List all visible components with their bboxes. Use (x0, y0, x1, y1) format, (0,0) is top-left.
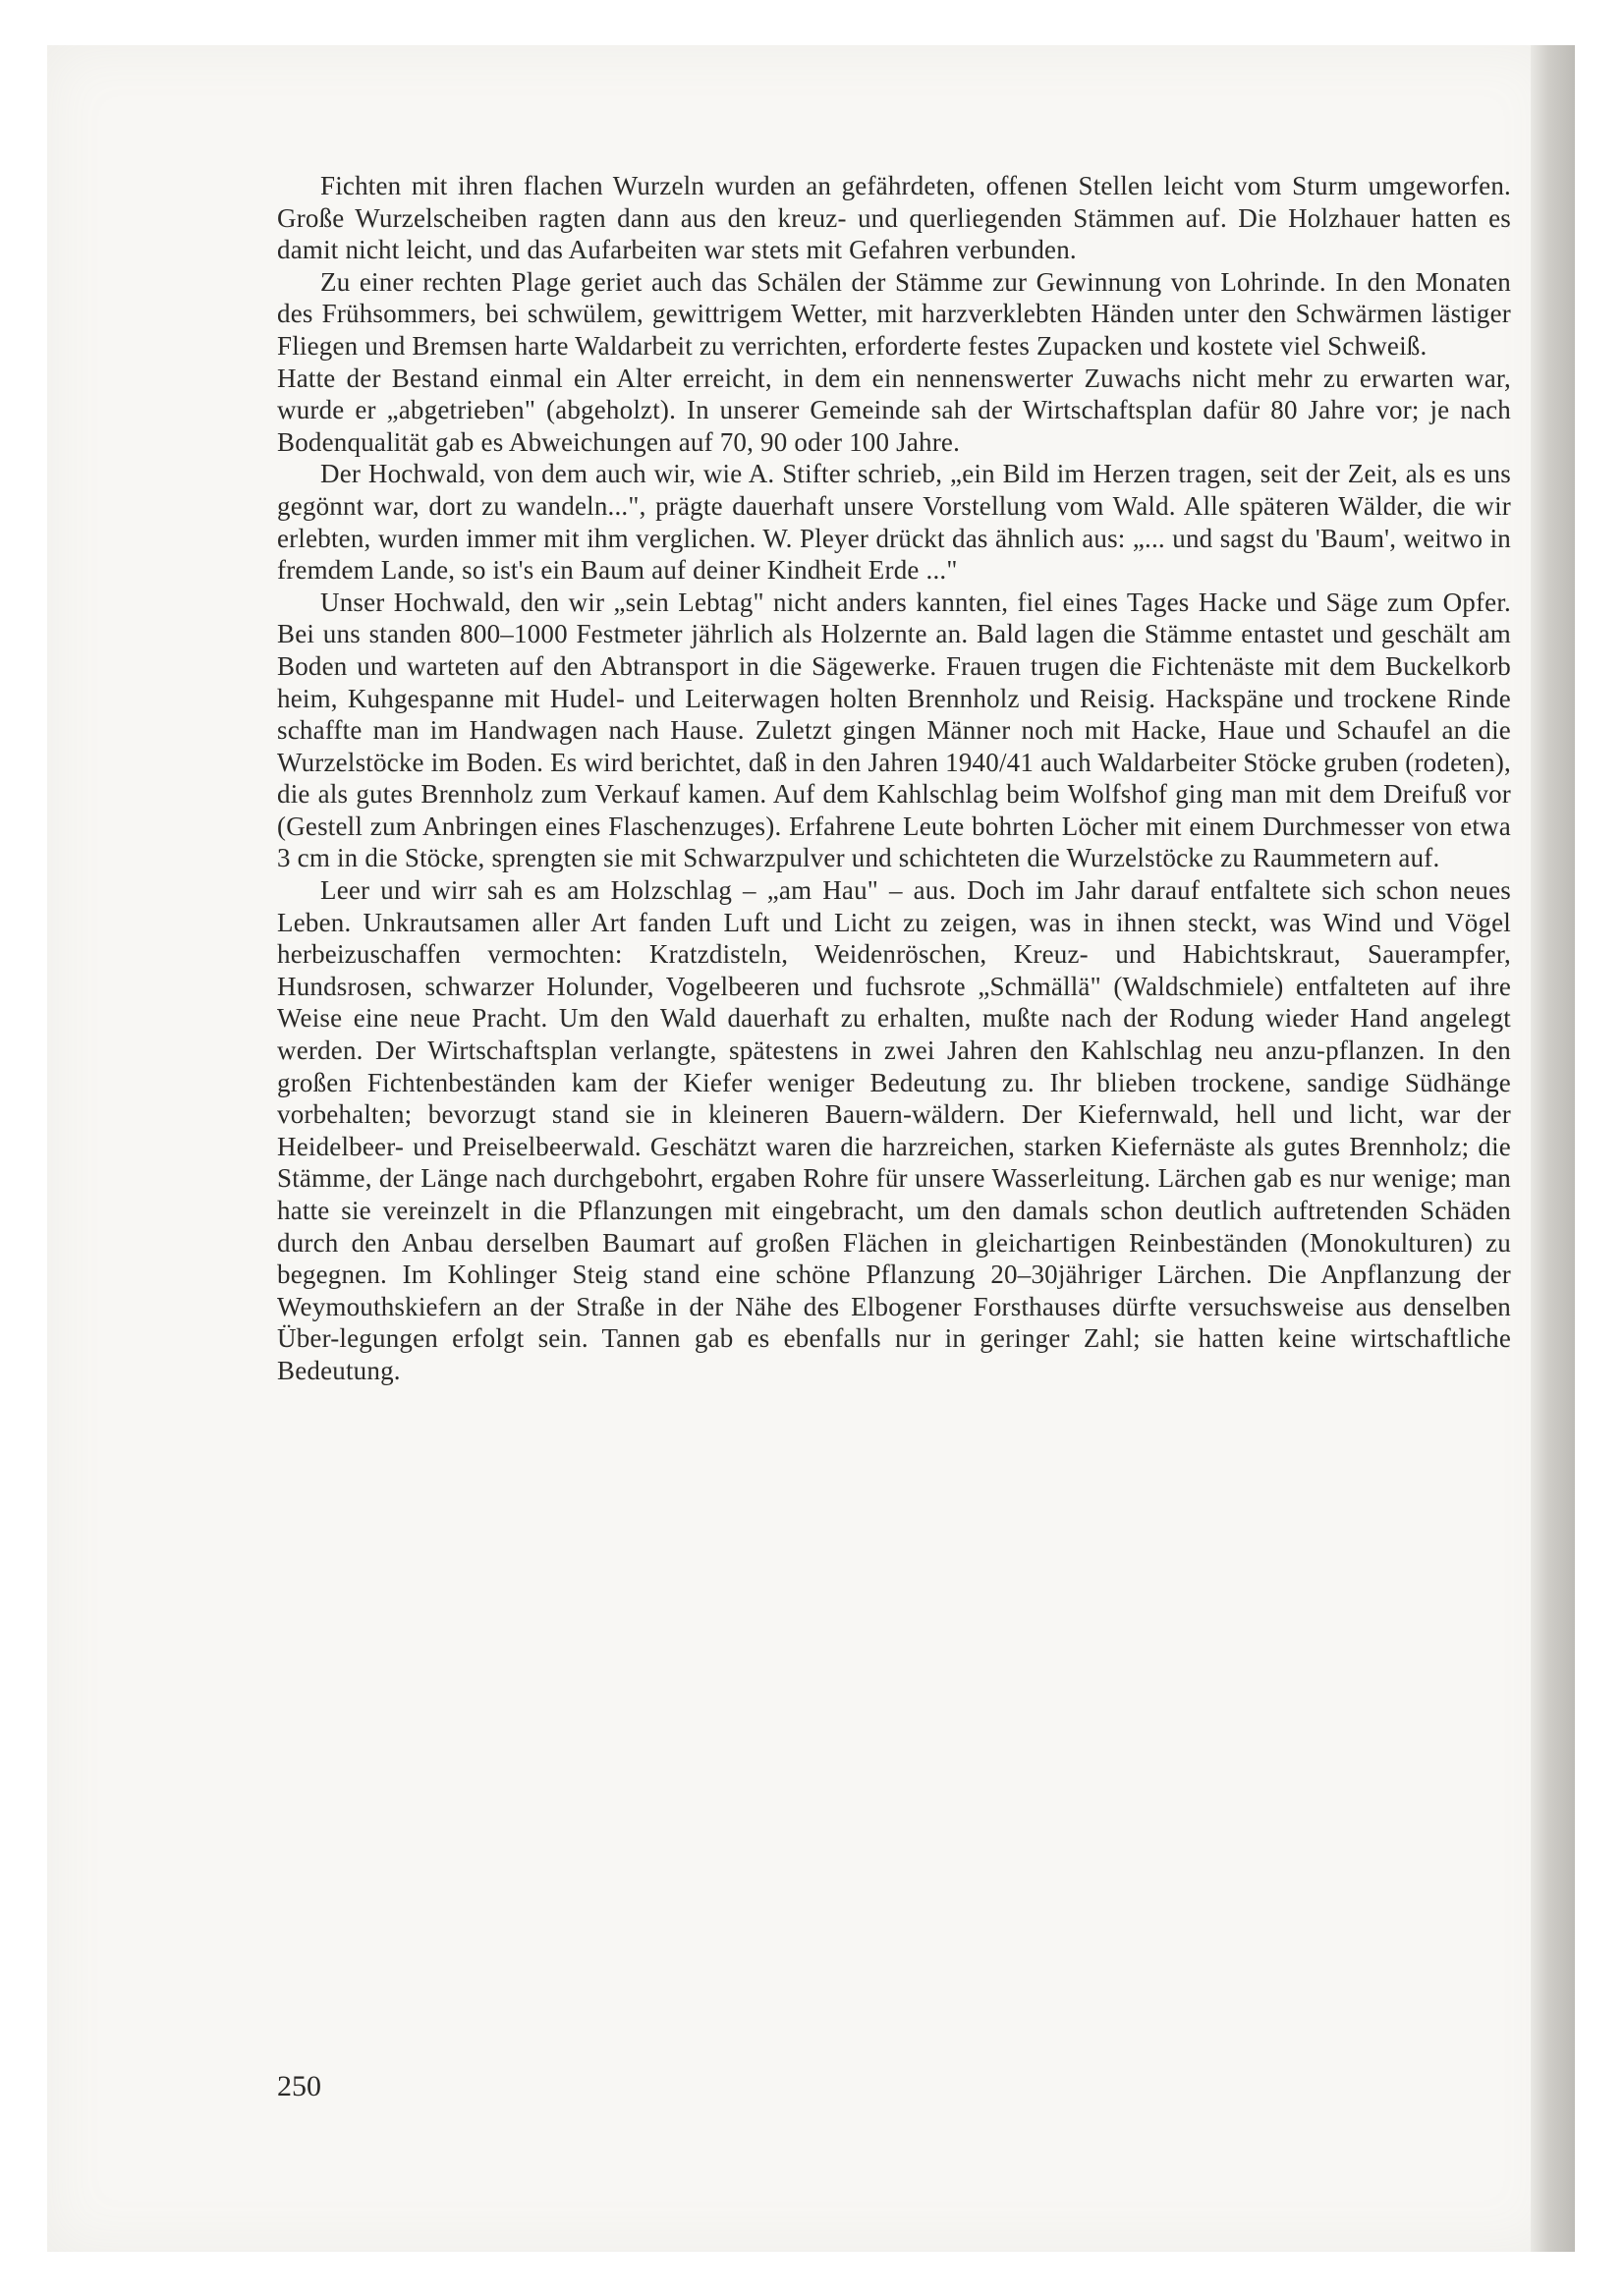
paragraph-harvest-age: Hatte der Bestand einmal ein Alter erreicht, in dem ein nennenswerter Zuwachs nicht mehr zu erwarten war, wurde er „abgetrieben" (abgeholzt). In unserer Gemeinde sah der Wirtschaftsplan dafür 80 Jahre vor; je nach Bodenqualität gab es Abweichungen auf 70, 90 oder 100 Jahre. (277, 363, 1511, 457)
paragraph-storm-damage: Fichten mit ihren flachen Wurzeln wurden an gefährdeten, offenen Stellen leicht vom Sturm umgeworfen. Große Wurzelscheiben ragten dann aus den kreuz- und querliegenden Stämmen auf. Die Holzhauer hatten es damit nicht leicht, und das Aufarbeiten war stets mit Gefahren verbunden. (277, 171, 1511, 265)
paragraph-bark-peeling: Zu einer rechten Plage geriet auch das Schälen der Stämme zur Gewinnung von Lohrinde. In den Monaten des Frühsommers, bei schwülem, gewittrigem Wetter, mit harzverklebten Händen unter den Schwärmen lästiger Fliegen und Bremsen harte Waldarbeit zu verrichten, erforderte festes Zupacken und kostete viel Schweiß. (277, 266, 1511, 361)
paragraph-clearing: Unser Hochwald, den wir „sein Lebtag" nicht anders kannten, fiel eines Tages Hacke und Säge zum Opfer. Bei uns standen 800–1000 Festmeter jährlich als Holzernte an. Bald lagen die Stämme entastet und geschält am Boden und warteten auf den Abtransport in die Sägewerke. Frauen trugen die Fichtenäste mit dem Buckelkorb heim, Kuhgespanne mit Hudel- und Leiterwagen holten Brennholz und Reisig. Hackspäne und trockene Rinde schaffte man im Handwagen nach Hause. Zuletzt gingen Männer noch mit Hacke, Haue und Schaufel an die Wurzelstöcke im Boden. Es wird berichtet, daß in den Jahren 1940/41 auch Waldarbeiter Stöcke gruben (rodeten), die als gutes Brennholz zum Verkauf kamen. Auf dem Kahlschlag beim Wolfshof ging man mit dem Dreifuß vor (Gestell zum Anbringen eines Flaschenzuges). Erfahrene Leute bohrten Löcher mit einem Durchmesser von etwa 3 cm in die Stöcke, sprengten sie mit Schwarzpulver und schichteten die Wurzelstöcke zu Raummetern auf. (277, 587, 1511, 873)
page-edge-shadow (1531, 45, 1575, 2252)
body-text (277, 170, 1511, 1387)
margin-background (1575, 0, 1624, 2296)
paragraph-hochwald: Der Hochwald, von dem auch wir, wie A. Stifter schrieb, „ein Bild im Herzen tragen, seit der Zeit, als es uns gegönnt war, dort zu wandeln...", prägte dauerhaft unsere Vorstellung vom Wald. Alle späteren Wälder, die wir erlebten, wurden immer mit ihm verglichen. W. Pleyer drückt das ähnlich aus: „... und sagst du 'Baum', weitwo in fremdem Lande, so ist's ein Baum auf deiner Kindheit Erde ..." (277, 459, 1511, 586)
paragraph-regrowth: Leer und wirr sah es am Holzschlag – „am Hau" – aus. Doch im Jahr darauf entfaltete sich schon neues Leben. Unkrautsamen aller Art fanden Luft und Licht zu zeigen, was in ihnen steckt, was Wind und Vögel herbeizuschaffen vermochten: Kratzdisteln, Weidenröschen, Kreuz- und Habichtskraut, Sauerampfer, Hundsrosen, schwarzer Holunder, Vogelbeeren und fuchsrote „Schmällä" (Waldschmiele) entfalteten auf ihre Weise eine neue Pracht. Um den Wald dauerhaft zu erhalten, mußte nach der Rodung wieder Hand angelegt werden. Der Wirtschaftsplan verlangte, spätestens in zwei Jahren den Kahlschlag neu anzu-pflanzen. In den großen Fichtenbeständen kam der Kiefer weniger Bedeutung zu. Ihr blieben trockene, sandige Südhänge vorbehalten; bevorzugt stand sie in kleineren Bauern-wäldern. Der Kiefernwald, hell und licht, war der Heidelbeer- und Preiselbeerwald. Geschätzt waren die harzreichen, starken Kiefernäste als gutes Brennholz; die Stämme, der Länge nach durchgebohrt, ergaben Rohre für unsere Wasserleitung. Lärchen gab es nur wenige; man hatte sie vereinzelt in die Pflanzungen mit eingebracht, um den damals schon deutlich auftretenden Schäden durch den Anbau derselben Baumart auf großen Flächen in gleichartigen Reinbeständen (Monokulturen) zu begegnen. Im Kohlinger Steig stand eine schöne Pflanzung 20–30jähriger Lärchen. Die Anpflanzung der Weymouthskiefern an der Straße in der Nähe des Elbogener Forsthauses dürfte versuchsweise aus denselben Über-legungen erfolgt sein. Tannen gab es ebenfalls nur in geringer Zahl; sie hatten keine wirtschaftliche Bedeutung. (277, 875, 1511, 1385)
page-number: 250 (277, 2070, 321, 2102)
